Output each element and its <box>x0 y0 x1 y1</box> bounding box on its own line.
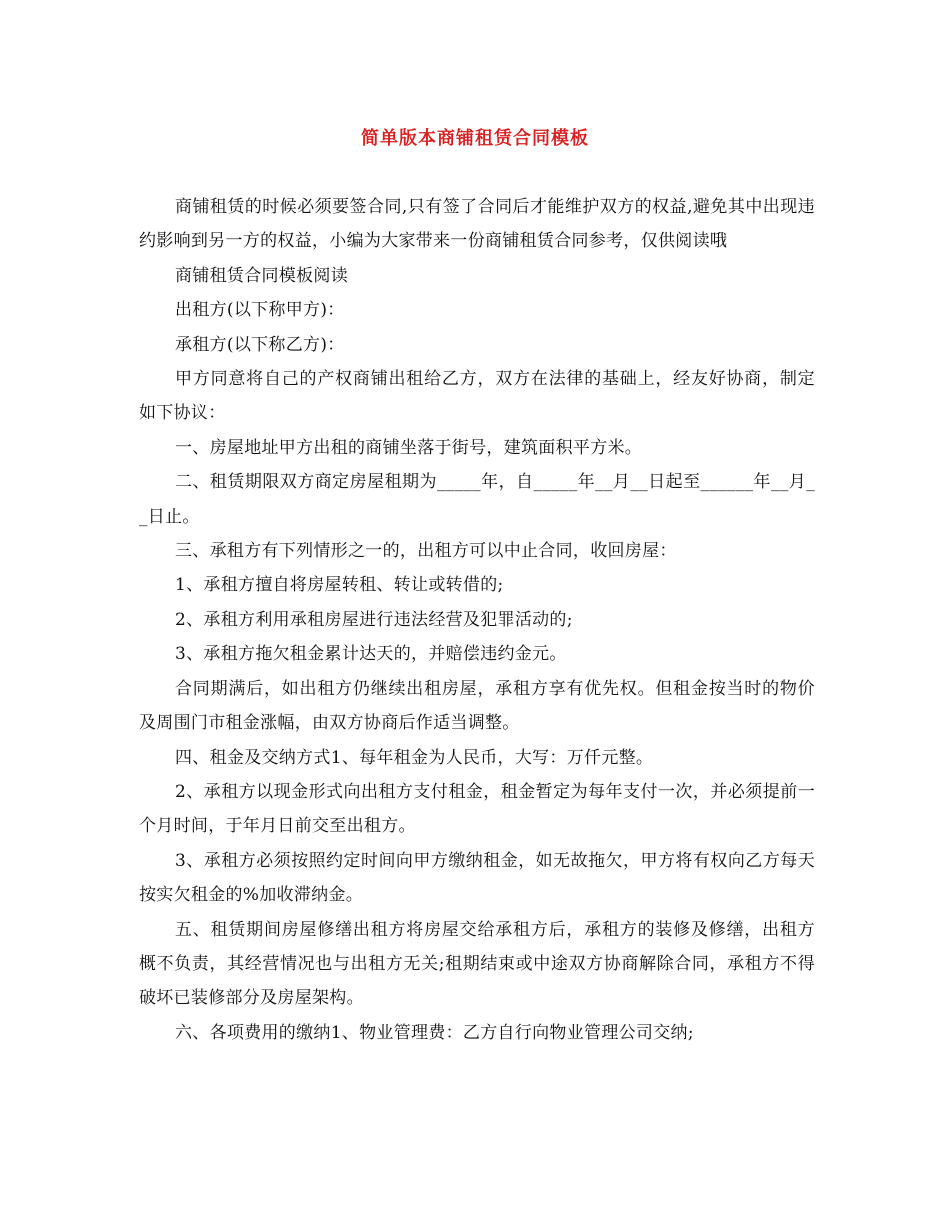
paragraph-clause-3-item-1: 1、承租方擅自将房屋转租、转让或转借的; <box>175 575 504 596</box>
paragraph-clause-3-item-2: 2、承租方利用承租房屋进行违法经营及犯罪活动的; <box>175 609 573 630</box>
document-title: 简单版本商铺租赁合同模板 <box>361 128 589 149</box>
paragraph-clause-1: 一、房屋地址甲方出租的商铺坐落于街号，建筑面积平方米。 <box>175 437 643 458</box>
paragraph-clause-4: 四、租金及交纳方式1、每年租金为人民币，大写：万仟元整。 <box>175 747 654 768</box>
paragraph-template-heading: 商铺租赁合同模板阅读 <box>175 265 348 286</box>
document-body <box>139 190 815 1050</box>
paragraph-clause-2: 二、租赁期限双方商定房屋租期为_____年，自_____年__月__日起至______年__月__日止。 <box>139 472 815 527</box>
paragraph-clause-4-item-2: 2、承租方以现金形式向出租方支付租金，租金暂定为每年支付一次，并必须提前一个月时间，于年月日前交至出租方。 <box>139 781 815 837</box>
paragraph-clause-3: 三、承租方有下列情形之一的，出租方可以中止合同，收回房屋： <box>175 541 677 562</box>
paragraph-clause-4-item-3: 3、承租方必须按照约定时间向甲方缴纳租金，如无故拖欠，甲方将有权向乙方每天按实欠租金的%加收滞纳金。 <box>139 850 815 906</box>
paragraph-agreement: 甲方同意将自己的产权商铺出租给乙方，双方在法律的基础上，经友好协商，制定如下协议： <box>139 369 815 424</box>
paragraph-lessee: 承租方(以下称乙方)： <box>175 334 345 355</box>
paragraph-clause-5: 五、租赁期间房屋修缮出租方将房屋交给承租方后，承租方的装修及修缮，出租方概不负责，其经营情况也与出租方无关;租期结束或中途双方协商解除合同，承租方不得破坏已装修部分及房屋架构。 <box>139 919 815 1009</box>
paragraph-clause-3-item-3: 3、承租方拖欠租金累计达天的，并赔偿违约金元。 <box>175 644 567 665</box>
paragraph-renewal: 合同期满后，如出租方仍继续出租房屋，承租方享有优先权。但租金按当时的物价及周围门市租金涨幅，由双方协商后作适当调整。 <box>139 678 815 734</box>
paragraph-clause-6: 六、各项费用的缴纳1、物业管理费：乙方自行向物业管理公司交纳; <box>175 1022 694 1043</box>
paragraph-lessor: 出租方(以下称甲方)： <box>175 300 345 321</box>
paragraph-intro: 商铺租赁的时候必须要签合同,只有签了合同后才能维护双方的权益,避免其中出现违约影响到另一方的权益，小编为大家带来一份商铺租赁合同参考，仅供阅读哦 <box>139 197 815 252</box>
